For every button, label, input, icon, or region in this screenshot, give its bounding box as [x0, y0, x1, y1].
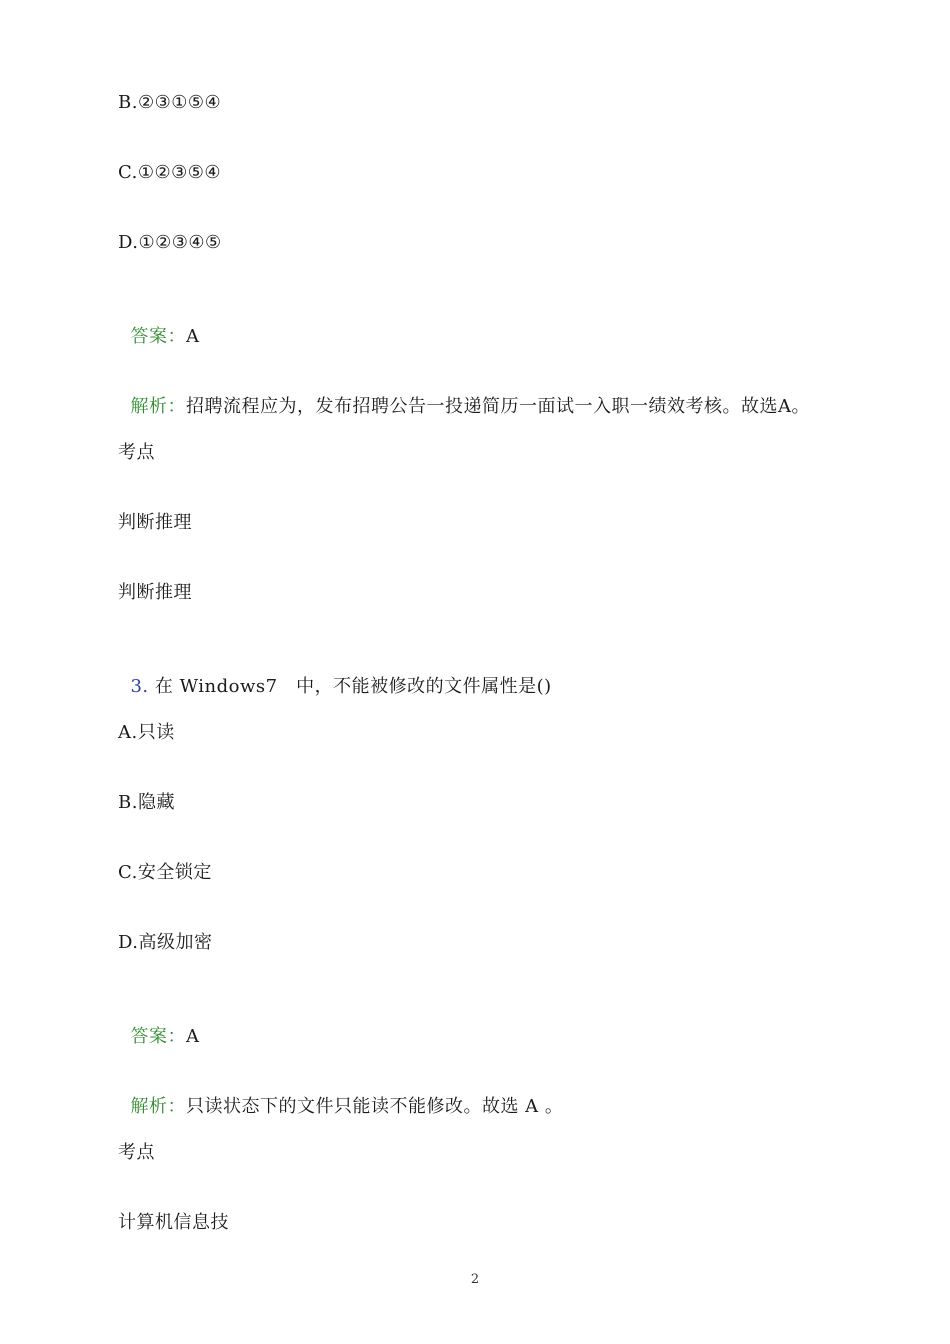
q3-kaodian-label: 考点 — [118, 1142, 155, 1163]
analysis-label: 解析： — [130, 396, 186, 417]
q3-option-a: A.只读 — [118, 722, 175, 743]
q2-kaodian-1: 判断推理 — [118, 512, 192, 533]
question-number: 3. — [130, 676, 149, 697]
analysis-text: 招聘流程应为，发布招聘公告一投递简历一面试一入职一绩效考核。故选A。 — [185, 396, 810, 417]
q3-question — [118, 651, 552, 699]
q2-option-b: B.②③①⑤④ — [118, 92, 222, 113]
answer-label: 答案： — [130, 1026, 186, 1047]
answer-label: 答案： — [130, 326, 186, 347]
analysis-label: 解析： — [130, 1096, 186, 1117]
question-text: 在 Windows7 中，不能被修改的文件属性是() — [148, 676, 552, 697]
q2-kaodian-2: 判断推理 — [118, 582, 192, 603]
q3-kaodian-1: 计算机信息技 — [118, 1212, 229, 1233]
q2-option-d: D.①②③④⑤ — [118, 232, 222, 253]
q3-option-b: B.隐藏 — [118, 792, 175, 813]
q2-kaodian-label: 考点 — [118, 442, 155, 463]
analysis-text: 只读状态下的文件只能读不能修改。故选 A 。 — [185, 1096, 564, 1117]
q3-option-d: D.高级加密 — [118, 932, 213, 953]
q3-option-c: C.安全锁定 — [118, 862, 212, 883]
q2-answer — [118, 301, 199, 349]
answer-value: A — [185, 1026, 200, 1047]
page-number: 2 — [470, 1272, 480, 1287]
q3-analysis — [118, 1071, 563, 1119]
answer-value: A — [185, 326, 200, 347]
q3-answer — [118, 1001, 199, 1049]
q2-option-c: C.①②③⑤④ — [118, 162, 222, 183]
q2-analysis — [118, 371, 810, 419]
